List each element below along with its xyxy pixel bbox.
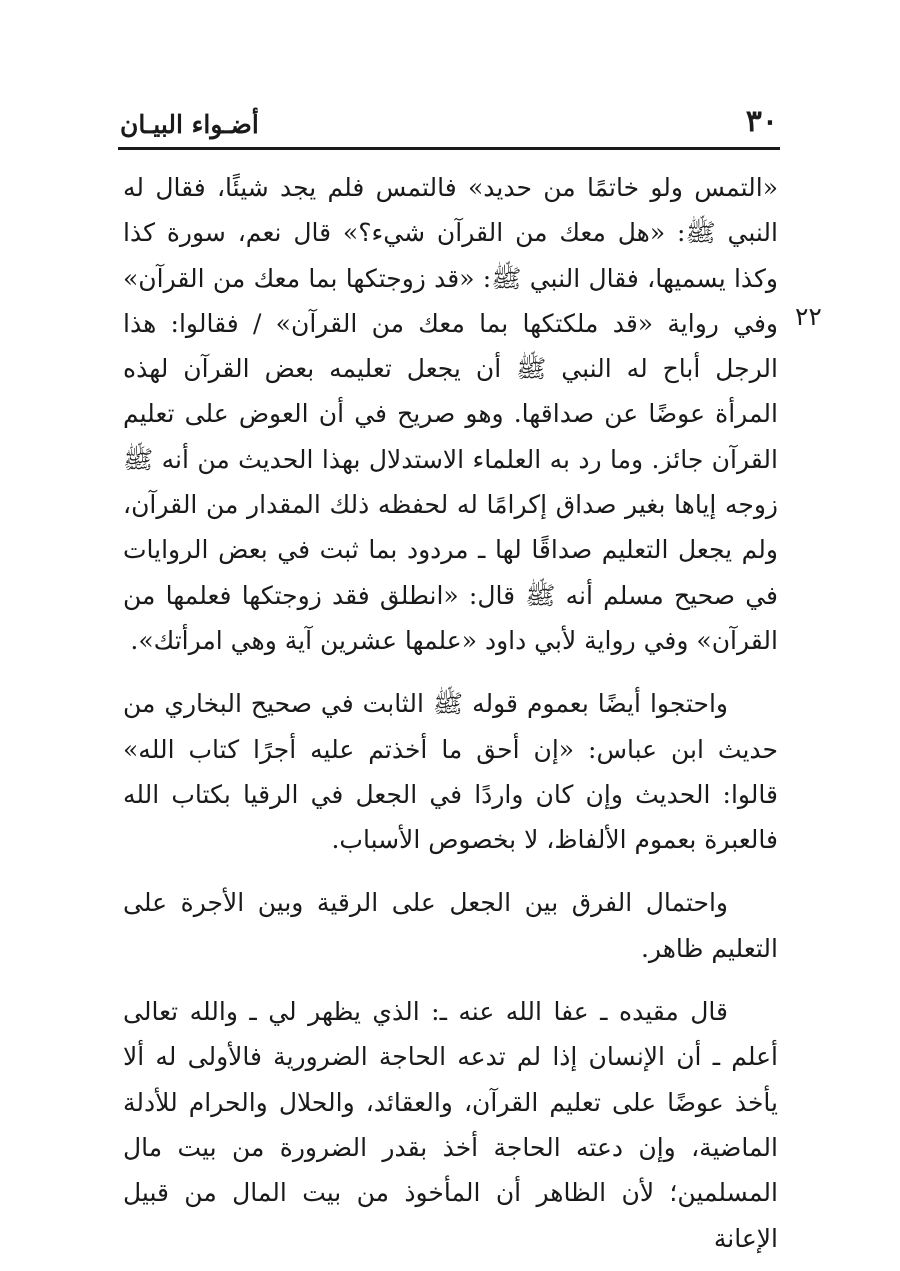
margin-page-reference: ٢٢ bbox=[795, 302, 822, 331]
body-text bbox=[123, 165, 778, 1261]
header-divider bbox=[118, 147, 780, 150]
page-number: ٣٠ bbox=[745, 104, 778, 139]
paragraph: «التمس ولو خاتمًا من حديد» فالتمس فلم يجد شيئًا، فقال له النبي ﷺ: «هل معك من القرآن شيء؟» قال نعم، سورة كذا وكذا يسميها، فقال النبي ﷺ: «قد زوجتكها بما معك من القرآن» وفي رواية «قد ملكتكها بما معك من القرآن» / فقالوا: هذا الرجل أباح له النبي ﷺ أن يجعل تعليمه بعض القرآن لهذه المرأة عوضًا عن صداقها. وهو صريح في أن العوض على تعليم القرآن جائز. وما رد به العلماء الاستدلال بهذا الحديث من أنه ﷺ زوجه إياها بغير صداق إكرامًا له لحفظه ذلك المقدار من القرآن، ولم يجعل التعليم صداقًا لها ـ مردود بما ثبت في بعض الروايات في صحيح مسلم أنه ﷺ قال: «انطلق فقد زوجتكها فعلمها من القرآن» وفي رواية لأبي داود «علمها عشرين آية وهي امرأتك». bbox=[123, 173, 778, 655]
paragraph: واحتمال الفرق بين الجعل على الرقية وبين الأجرة على التعليم ظاهر. bbox=[123, 888, 778, 963]
paragraph: واحتجوا أيضًا بعموم قوله ﷺ الثابت في صحيح البخاري من حديث ابن عباس: «إن أحق ما أخذتم عليه أجرًا كتاب الله» قالوا: الحديث وإن كان واردًا في الجعل في الرقيا بكتاب الله فالعبرة بعموم الألفاظ، لا بخصوص الأسباب. bbox=[123, 689, 778, 855]
paragraph: قال مقيده ـ عفا الله عنه ـ: الذي يظهر لي ـ والله تعالى أعلم ـ أن الإنسان إذا لم تدعه الحاجة الضرورية فالأولى له ألا يأخذ عوضًا على تعليم القرآن، والعقائد، والحلال والحرام للأدلة الماضية، وإن دعته الحاجة أخذ بقدر الضرورة من بيت مال المسلمين؛ لأن الظاهر أن المأخوذ من بيت المال من قبيل الإعانة bbox=[123, 997, 778, 1253]
page-header bbox=[120, 100, 778, 150]
running-title: أضـواء البيـان bbox=[120, 110, 259, 139]
